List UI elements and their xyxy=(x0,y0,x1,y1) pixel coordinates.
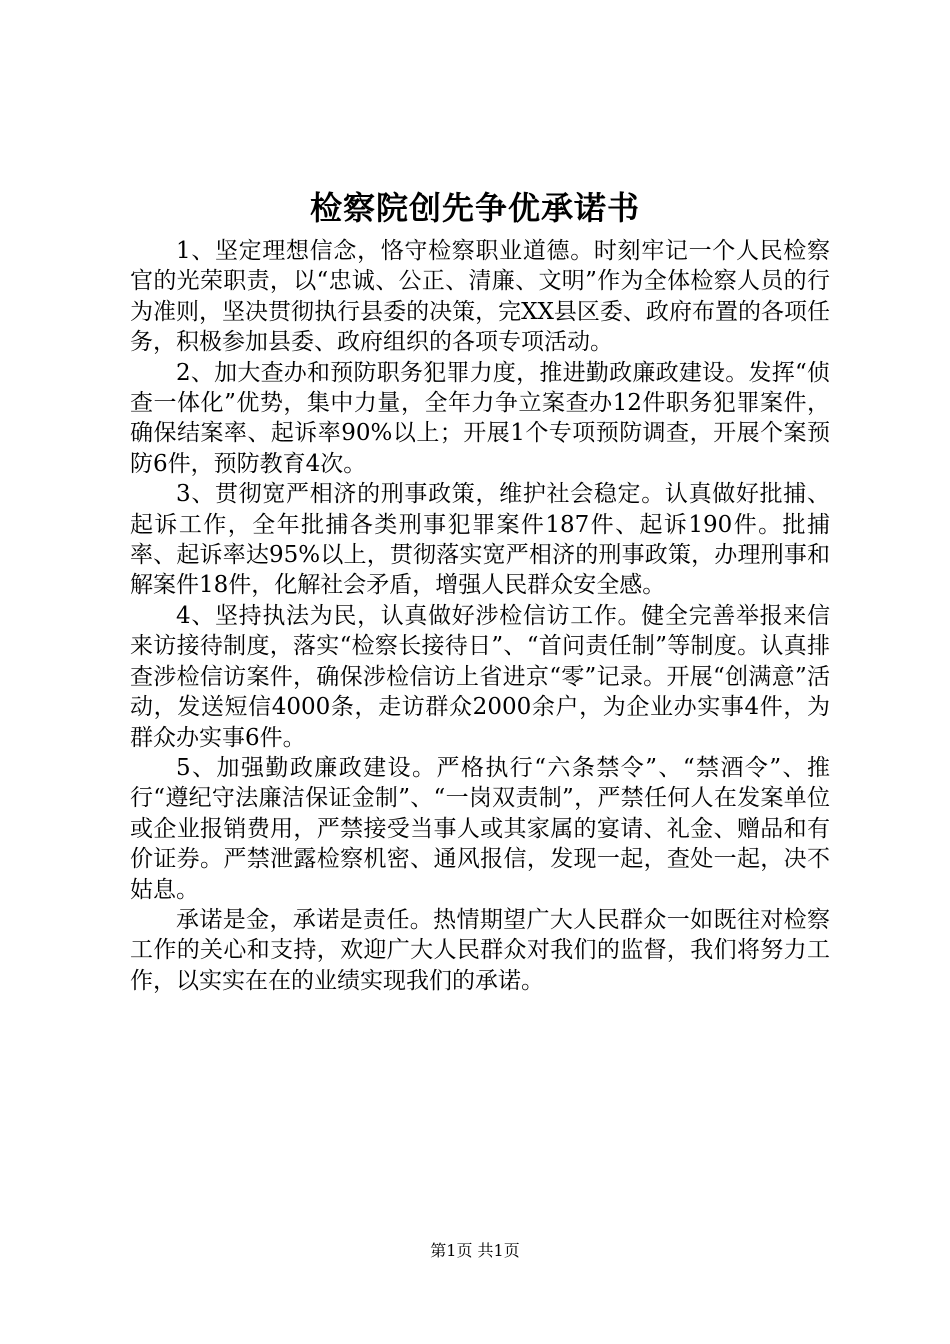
paragraph-3: 3、贯彻宽严相济的刑事政策，维护社会稳定。认真做好批捕、起诉工作，全年批捕各类刑事犯罪案件187件、起诉190件。批捕率、起诉率达95%以上，贯彻落实宽严相济的刑事政策，办理刑事和解案件18件，化解社会矛盾，增强人民群众安全感。 xyxy=(130,481,830,599)
closing-paragraph: 承诺是金，承诺是责任。热情期望广大人民群众一如既往对检察工作的关心和支持，欢迎广大人民群众对我们的监督，我们将努力工作，以实实在在的业绩实现我们的承诺。 xyxy=(130,906,830,994)
paragraph-5: 5、加强勤政廉政建设。严格执行“六条禁令”、“禁酒令”、推行“遵纪守法廉洁保证金制”、“一岗双责制”，严禁任何人在发案单位或企业报销费用，严禁接受当事人或其家属的宴请、礼金、赠品和有价证券。严禁泄露检察机密、通风报信，发现一起，查处一起，决不姑息。 xyxy=(130,754,830,903)
document-body xyxy=(130,236,830,996)
paragraph-4: 4、坚持执法为民，认真做好涉检信访工作。健全完善举报来信来访接待制度，落实“检察长接待日”、“首问责任制”等制度。认真排查涉检信访案件，确保涉检信访上省进京“零”记录。开展“创满意”活动，发送短信4000条，走访群众2000余户，为企业办实事4件，为群众办实事6件。 xyxy=(130,602,830,751)
document-title: 检察院创先争优承诺书 xyxy=(309,189,640,227)
paragraph-2: 2、加大查办和预防职务犯罪力度，推进勤政廉政建设。发挥“侦查一体化”优势，集中力量，全年力争立案查办12件职务犯罪案件，确保结案率、起诉率90%以上；开展1个专项预防调查，开展个案预防6件，预防教育4次。 xyxy=(130,359,830,477)
paragraph-1: 1、坚定理想信念，恪守检察职业道德。时刻牢记一个人民检察官的光荣职责，以“忠诚、公正、清廉、文明”作为全体检察人员的行为准则，坚决贯彻执行县委的决策，完XX县区委、政府布置的各项任务，积极参加县委、政府组织的各项专项活动。 xyxy=(130,238,830,356)
page-number-footer: 第1页 共1页 xyxy=(430,1241,520,1260)
